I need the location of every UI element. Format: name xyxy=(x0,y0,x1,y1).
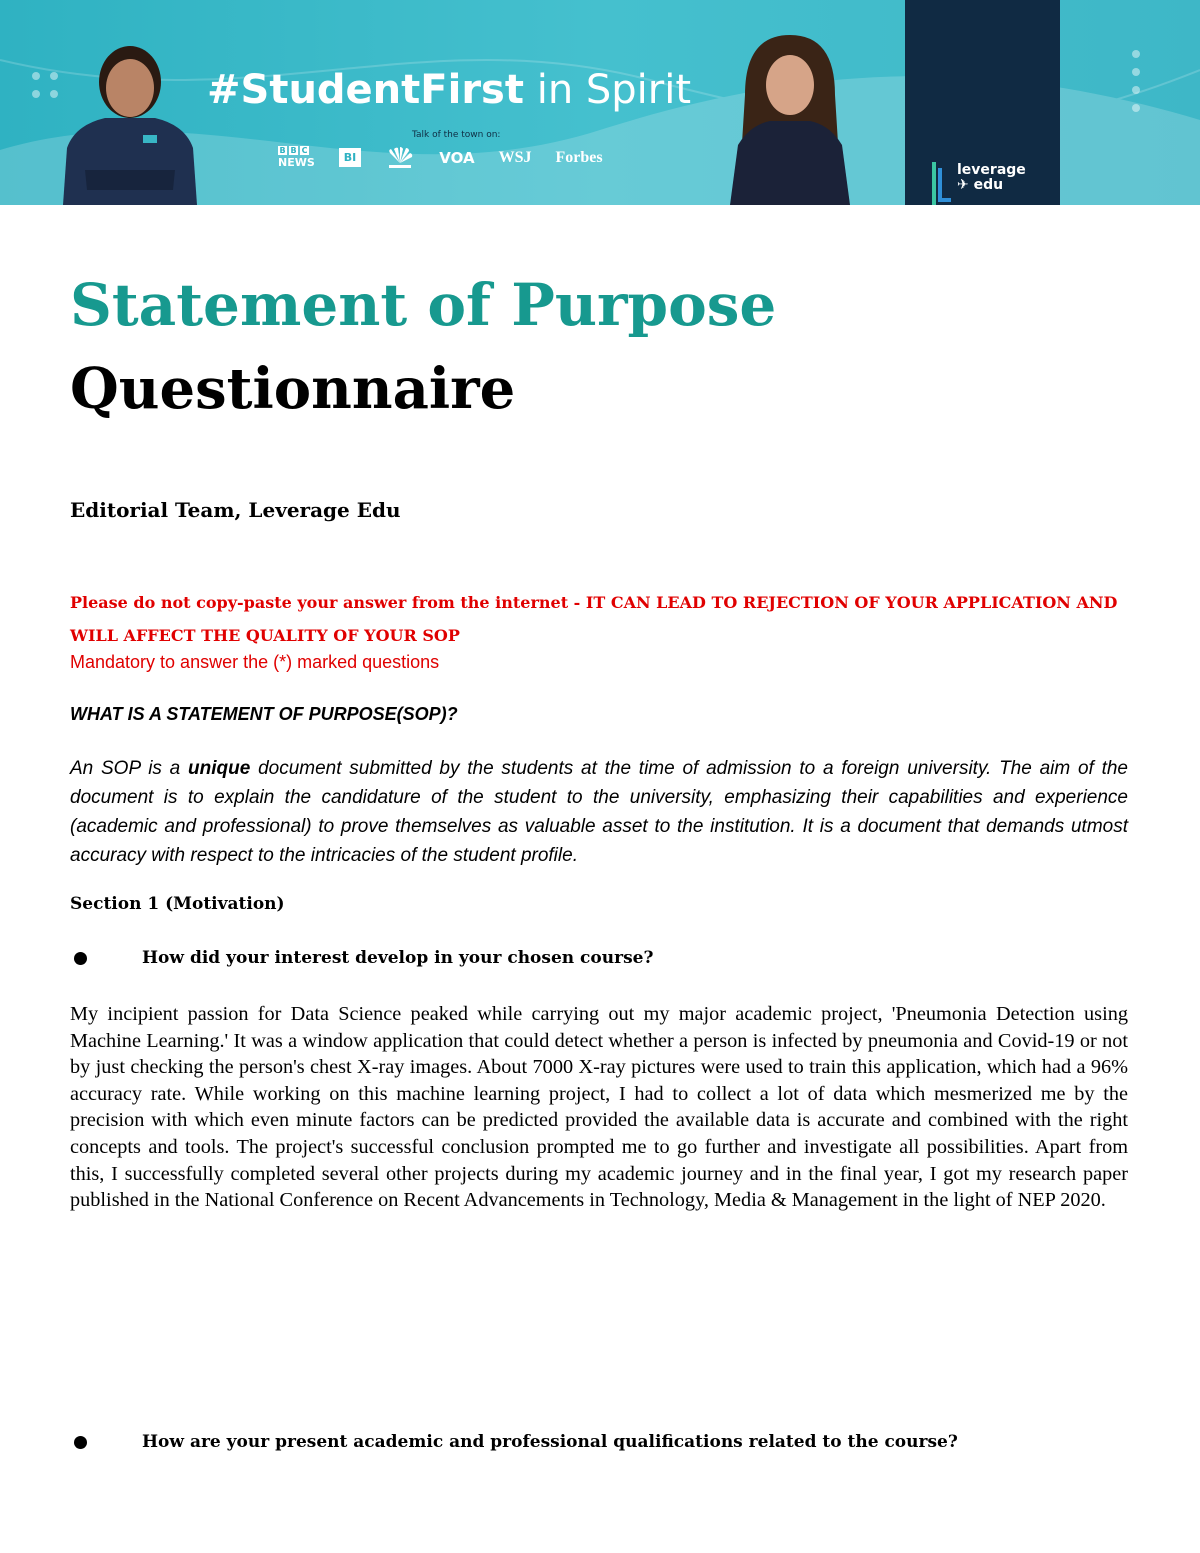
section-heading: Section 1 (Motivation) xyxy=(70,894,285,914)
sop-definition-emphasis: unique xyxy=(188,758,251,779)
question-text: How did your interest develop in your chosen course? xyxy=(142,948,654,968)
voa-logo: VOA xyxy=(439,148,475,167)
question-text: How are your present academic and professional qualifications related to the course? xyxy=(142,1432,958,1452)
forbes-logo: Forbes xyxy=(555,148,603,166)
presenter-photo-right xyxy=(710,25,870,205)
answer-text: My incipient passion for Data Science peaked while carrying out my major academic project, 'Pneumonia Detection using Machine Learning.' It was a window application that could detect whether a person is infected by pneumonia and Covid-19 or not by just checking the person's chest X-ray images. About 7000 X-ray pictures were used to train this application, which had a 96% accuracy rate. While working on this machine learning project, I had to collect a lot of data which mesmerized me by the precision with which even minute factors can be predicted provided the available data is accurate and combined with the right concepts and tools. The project's successful conclusion prompted me to go further and investigate all possibilities. Apart from this, I successfully completed several other projects during my academic journey and in the final year, I got my research paper published in the National Conference on Recent Advancements in Technology, Media & Management in the light of NEP 2020. xyxy=(70,1003,1128,1212)
document-title: Statement of Purpose xyxy=(70,271,777,339)
brand-panel xyxy=(905,0,1060,205)
question-item xyxy=(70,1432,1130,1456)
sop-definition-after: document submitted by the students at the time of admission to a foreign university. The aim of the document is to explain the candidature of the student to the university, emphasizing their capabilities and experience (academic and professional) to prove themselves as valuable asset to the institution. It is a document that demands utmost accuracy with respect to the intricacies of the student profile. xyxy=(70,758,1128,866)
mandatory-note: Mandatory to answer the (*) marked questions xyxy=(70,652,440,672)
bullet-icon xyxy=(74,1436,87,1449)
wsj-logo: WSJ xyxy=(498,148,532,166)
copy-paste-warning xyxy=(70,586,1130,652)
headline-bold: #StudentFirst xyxy=(207,67,524,113)
question-item xyxy=(70,948,1130,972)
bbc-news-logo: B B C NEWS xyxy=(278,146,315,169)
bbc-news-text: NEWS xyxy=(278,156,315,169)
presenter-photo-left xyxy=(55,20,205,205)
bullet-icon xyxy=(74,952,87,965)
sop-definition-paragraph xyxy=(70,754,1128,870)
author-line: Editorial Team, Leverage Edu xyxy=(70,498,401,522)
brand-line-2: ✈ edu xyxy=(957,177,1004,193)
press-logos xyxy=(278,146,603,169)
leverage-edu-logo-mark xyxy=(931,160,957,205)
warning-part-2: IT CAN LEAD TO REJECTION OF YOUR APPLICATION AND WILL AFFECT THE QUALITY OF YOUR SOP xyxy=(70,593,1118,645)
header-banner xyxy=(0,0,1200,205)
headline-light: in Spirit xyxy=(536,67,692,113)
leverage-edu-logo-text xyxy=(957,163,1026,193)
decorative-dots-right xyxy=(1132,50,1140,112)
business-insider-logo: BI xyxy=(339,148,361,167)
brand-line-2-text: edu xyxy=(973,177,1004,193)
sop-definition-heading: WHAT IS A STATEMENT OF PURPOSE(SOP)? xyxy=(70,704,458,724)
sop-definition-before: An SOP is a xyxy=(70,758,189,779)
cnbc-peacock-icon xyxy=(385,147,415,169)
banner-headline xyxy=(207,66,691,114)
warning-part-1: Please do not copy-paste your answer from the internet - xyxy=(70,593,581,612)
document-subtitle: Questionnaire xyxy=(70,356,516,422)
brand-line-1: leverage xyxy=(957,162,1026,178)
press-label: Talk of the town on: xyxy=(412,130,501,140)
